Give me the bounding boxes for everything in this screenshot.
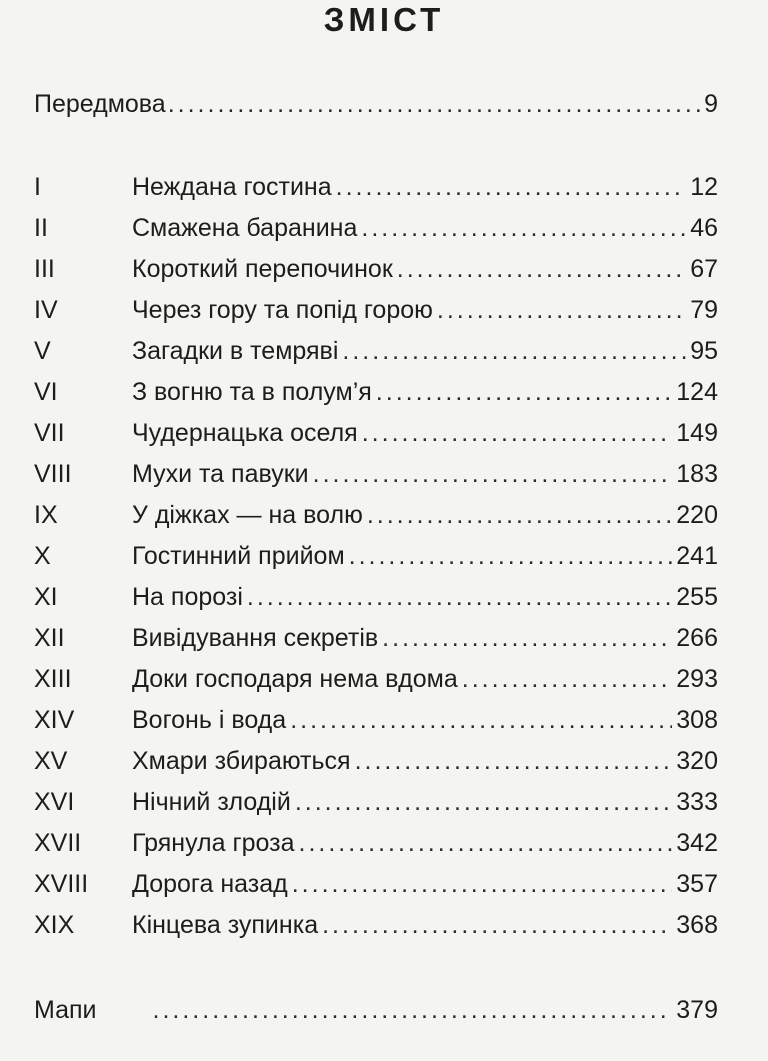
chapter-title: Доки господаря нема вдома — [132, 665, 458, 693]
chapter-title: Нічний злодій — [132, 788, 291, 816]
toc-entry-preface — [34, 87, 718, 121]
toc-entry-maps — [34, 993, 718, 1027]
dot-leader — [362, 416, 673, 450]
chapter-number: IX — [34, 501, 58, 529]
page-number: 46 — [690, 214, 718, 242]
page-number: 183 — [676, 460, 718, 488]
page-number: 333 — [676, 788, 718, 816]
toc-entry — [34, 252, 718, 286]
chapter-title: Гостинний прийом — [132, 542, 345, 570]
chapter-number: III — [34, 255, 55, 283]
toc-entry — [34, 498, 718, 532]
chapter-title: Через гору та попід горою — [132, 296, 433, 324]
page-number: 368 — [676, 911, 718, 939]
dot-leader — [313, 457, 673, 491]
dot-leader — [342, 334, 686, 368]
chapter-number: XI — [34, 583, 58, 611]
dot-leader — [290, 703, 672, 737]
chapter-number: XIX — [34, 911, 75, 939]
toc-entry — [34, 375, 718, 409]
toc-entry — [34, 826, 718, 860]
chapter-title: Вогонь і вода — [132, 706, 287, 734]
chapter-title: Мухи та павуки — [132, 460, 309, 488]
toc-entry — [34, 416, 718, 450]
chapter-number: XVI — [34, 788, 75, 816]
toc-entry — [34, 662, 718, 696]
dot-leader — [397, 252, 686, 286]
toc-entry — [34, 211, 718, 245]
page-number: 308 — [676, 706, 718, 734]
chapter-number: X — [34, 542, 51, 570]
page-number: 149 — [676, 419, 718, 447]
toc-entry — [34, 703, 718, 737]
chapter-number: IV — [34, 296, 58, 324]
chapter-title: Загадки в темряві — [132, 337, 339, 365]
dot-leader — [299, 826, 673, 860]
dot-leader — [295, 785, 672, 819]
dot-leader — [437, 293, 686, 327]
dot-leader — [168, 87, 700, 121]
page-number: 12 — [690, 173, 718, 201]
chapter-title: Грянула гроза — [132, 829, 295, 857]
chapter-title: Кінцева зупинка — [132, 911, 319, 939]
page-number: 241 — [676, 542, 718, 570]
chapter-title: Хмари збираються — [132, 747, 351, 775]
chapter-number: I — [34, 173, 41, 201]
dot-leader — [349, 539, 673, 573]
page-number: 293 — [676, 665, 718, 693]
toc-entry — [34, 170, 718, 204]
dot-leader — [376, 375, 672, 409]
toc-entry — [34, 539, 718, 573]
page-number: 266 — [676, 624, 718, 652]
dot-leader — [153, 993, 673, 1027]
toc-entry — [34, 457, 718, 491]
dot-leader — [382, 621, 672, 655]
page-number: 255 — [676, 583, 718, 611]
chapter-title: Чудернацька оселя — [132, 419, 358, 447]
toc-entry — [34, 293, 718, 327]
chapter-title: Вивідування секретів — [132, 624, 379, 652]
page-number: 357 — [676, 870, 718, 898]
chapter-number: V — [34, 337, 51, 365]
page-number: 79 — [690, 296, 718, 324]
chapter-number: XIII — [34, 665, 72, 693]
dot-leader — [367, 498, 672, 532]
toc-entry — [34, 621, 718, 655]
entry-title: Мапи — [34, 996, 97, 1024]
page-number: 379 — [676, 996, 718, 1024]
toc-entry — [34, 744, 718, 778]
chapter-number: VIII — [34, 460, 72, 488]
page-number: 124 — [676, 378, 718, 406]
toc-entry — [34, 867, 718, 901]
chapter-title: Дорога назад — [132, 870, 288, 898]
page-number: 320 — [676, 747, 718, 775]
page-number: 220 — [676, 501, 718, 529]
page-number: 67 — [690, 255, 718, 283]
chapter-number: XII — [34, 624, 65, 652]
dot-leader — [361, 211, 686, 245]
page-number: 95 — [690, 337, 718, 365]
chapter-number: XIV — [34, 706, 75, 734]
dot-leader — [462, 662, 673, 696]
page-number: 342 — [676, 829, 718, 857]
chapter-title: У діжках — на волю — [132, 501, 363, 529]
chapter-title: Смажена баранина — [132, 214, 358, 242]
chapter-number: VI — [34, 378, 58, 406]
chapter-title: Нежданa гостина — [132, 173, 332, 201]
toc-entry — [34, 785, 718, 819]
chapter-number: VII — [34, 419, 65, 447]
chapter-number: XVII — [34, 829, 82, 857]
page-title: ЗМІСТ — [323, 1, 445, 38]
chapter-number: XV — [34, 747, 68, 775]
dot-leader — [322, 908, 672, 942]
toc-entry — [34, 908, 718, 942]
toc-entry — [34, 334, 718, 368]
toc-entry — [34, 580, 718, 614]
chapter-number: II — [34, 214, 48, 242]
chapter-title: Короткий перепочинок — [132, 255, 393, 283]
chapter-title: На порозі — [132, 583, 243, 611]
dot-leader — [355, 744, 673, 778]
dot-leader — [336, 170, 687, 204]
page-number: 9 — [704, 90, 718, 118]
dot-leader — [292, 867, 673, 901]
dot-leader — [247, 580, 672, 614]
entry-title: Передмова — [34, 90, 166, 118]
chapter-number: XVIII — [34, 870, 89, 898]
chapter-title: З вогню та в полум’я — [132, 378, 372, 406]
